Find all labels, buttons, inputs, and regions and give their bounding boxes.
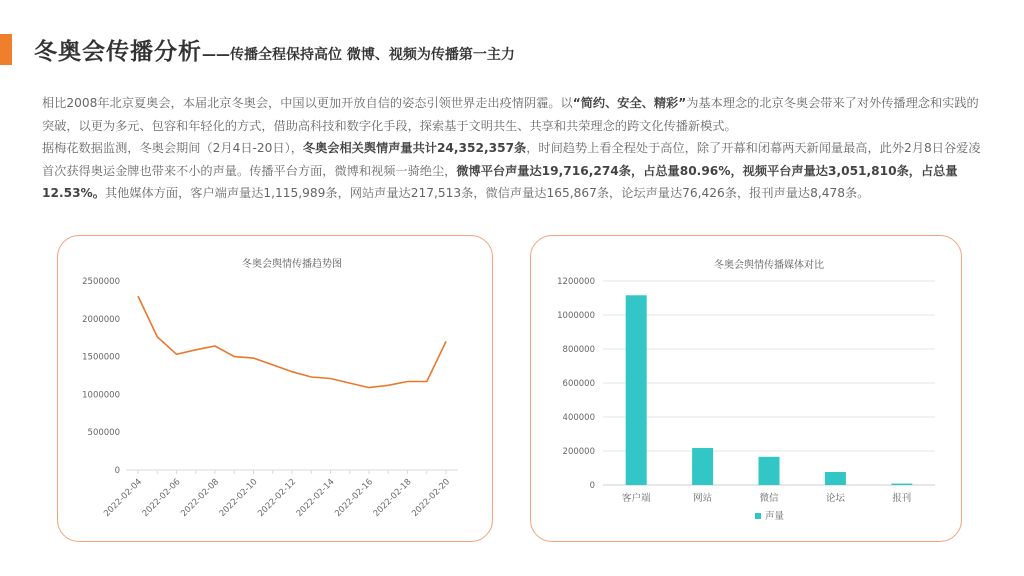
p1-text-a: 相比2008年北京夏奥会，本届北京冬奥会，中国以更加开放自信的姿态引领世界走出疫情阴霾。以 <box>42 96 573 110</box>
page-title-main: 冬奥会传播分析 <box>34 39 202 65</box>
bar-chart-x-tick: 客户端 <box>621 493 651 504</box>
p1-highlight: “简约、安全、精彩” <box>572 96 687 110</box>
bar-chart-bar <box>759 457 780 485</box>
bar-chart-legend-label: 声量 <box>765 511 785 522</box>
bar-chart-title: 冬奥会舆情传播媒体对比 <box>714 260 824 271</box>
p2-text-e: 其他媒体方面，客户端声量达1,115,989条，网站声量达217,513条，微信声量达165,867条，论坛声量达76,426条，报刊声量达8,478条。 <box>104 186 870 200</box>
bar-chart-y-tick: 600000 <box>562 379 595 389</box>
bar-chart-x-tick: 微信 <box>759 493 779 504</box>
line-chart-panel <box>57 235 493 542</box>
line-chart-x-tick: 2022-02-12 <box>256 477 299 520</box>
page-title <box>34 33 515 66</box>
line-chart-y-tick: 0 <box>114 466 120 476</box>
line-chart-x-tick: 2022-02-08 <box>179 477 222 520</box>
bar-chart-x-tick: 论坛 <box>825 493 845 504</box>
line-chart-series-line <box>138 296 446 388</box>
bar-chart-bar <box>692 448 713 485</box>
line-chart-y-tick: 1500000 <box>82 352 120 363</box>
title-accent-bar <box>0 34 12 65</box>
bar-chart-x-tick: 报刊 <box>892 493 912 504</box>
line-chart-x-tick: 2022-02-06 <box>140 477 183 520</box>
line-chart-x-tick: 2022-02-20 <box>410 477 453 520</box>
bar-chart-y-tick: 1000000 <box>557 311 595 321</box>
line-chart-title: 冬奥会舆情传播趋势图 <box>242 259 342 270</box>
summary-text <box>42 92 990 205</box>
bar-chart-y-tick: 800000 <box>562 345 595 355</box>
p2-highlight-total: 冬奥会相关舆情声量共计24,352,357条 <box>302 141 527 155</box>
p1-text-c: 为基本理念的北京冬奥会带来了对外传播理念和实践的突破，以更为多元、包容和年轻化的方式，借助高科技和数字化手段，探索基于文明共生、共享和共荣理念的跨文化传播新模式。 <box>42 96 979 133</box>
bar-chart-y-tick: 400000 <box>562 413 595 423</box>
p2-text-c: ，时间趋势上看全程处于高位，除了开幕和闭幕两天新闻量最高，此外2月8日谷爱凌首次获得奥运金牌也带来不小的声量。传播平台方面，微博和视频一骑绝尘， <box>42 141 981 178</box>
bar-chart-y-tick: 200000 <box>562 447 595 457</box>
line-chart-x-tick: 2022-02-16 <box>333 477 376 520</box>
line-chart-x-tick: 2022-02-18 <box>371 477 414 520</box>
bar-chart-bar <box>825 472 846 485</box>
page-title-subtitle: ——传播全程保持高位 微博、视频为传播第一主力 <box>202 47 515 63</box>
line-chart-y-tick: 2500000 <box>82 277 120 287</box>
line-chart-x-tick: 2022-02-10 <box>217 477 260 520</box>
p2-text-a: 据梅花数据监测，冬奥会期间（2月4日-20日）， <box>42 141 303 155</box>
bar-chart-bar <box>891 484 912 485</box>
line-chart <box>58 236 492 541</box>
line-chart-y-tick: 500000 <box>87 428 120 439</box>
bar-chart-x-tick: 网站 <box>693 493 713 504</box>
line-chart-x-tick: 2022-02-14 <box>294 477 337 520</box>
bar-chart-legend-swatch <box>755 513 761 519</box>
bar-chart-y-tick: 1200000 <box>557 277 595 287</box>
summary-paragraph-1 <box>42 92 990 137</box>
line-chart-y-tick: 1000000 <box>82 390 120 401</box>
bar-chart-panel <box>530 235 962 542</box>
bar-chart-y-tick: 0 <box>589 481 595 491</box>
line-chart-y-tick: 2000000 <box>82 314 120 325</box>
line-chart-x-tick: 2022-02-04 <box>102 477 145 520</box>
p2-highlight-platforms: 微博平台声量达19,716,274条，占总量80.96%，视频平台声量达3,051,810条，占总量12.53%。 <box>42 163 958 200</box>
bar-chart <box>531 236 961 541</box>
summary-paragraph-2 <box>42 137 990 205</box>
bar-chart-bar <box>626 295 647 485</box>
